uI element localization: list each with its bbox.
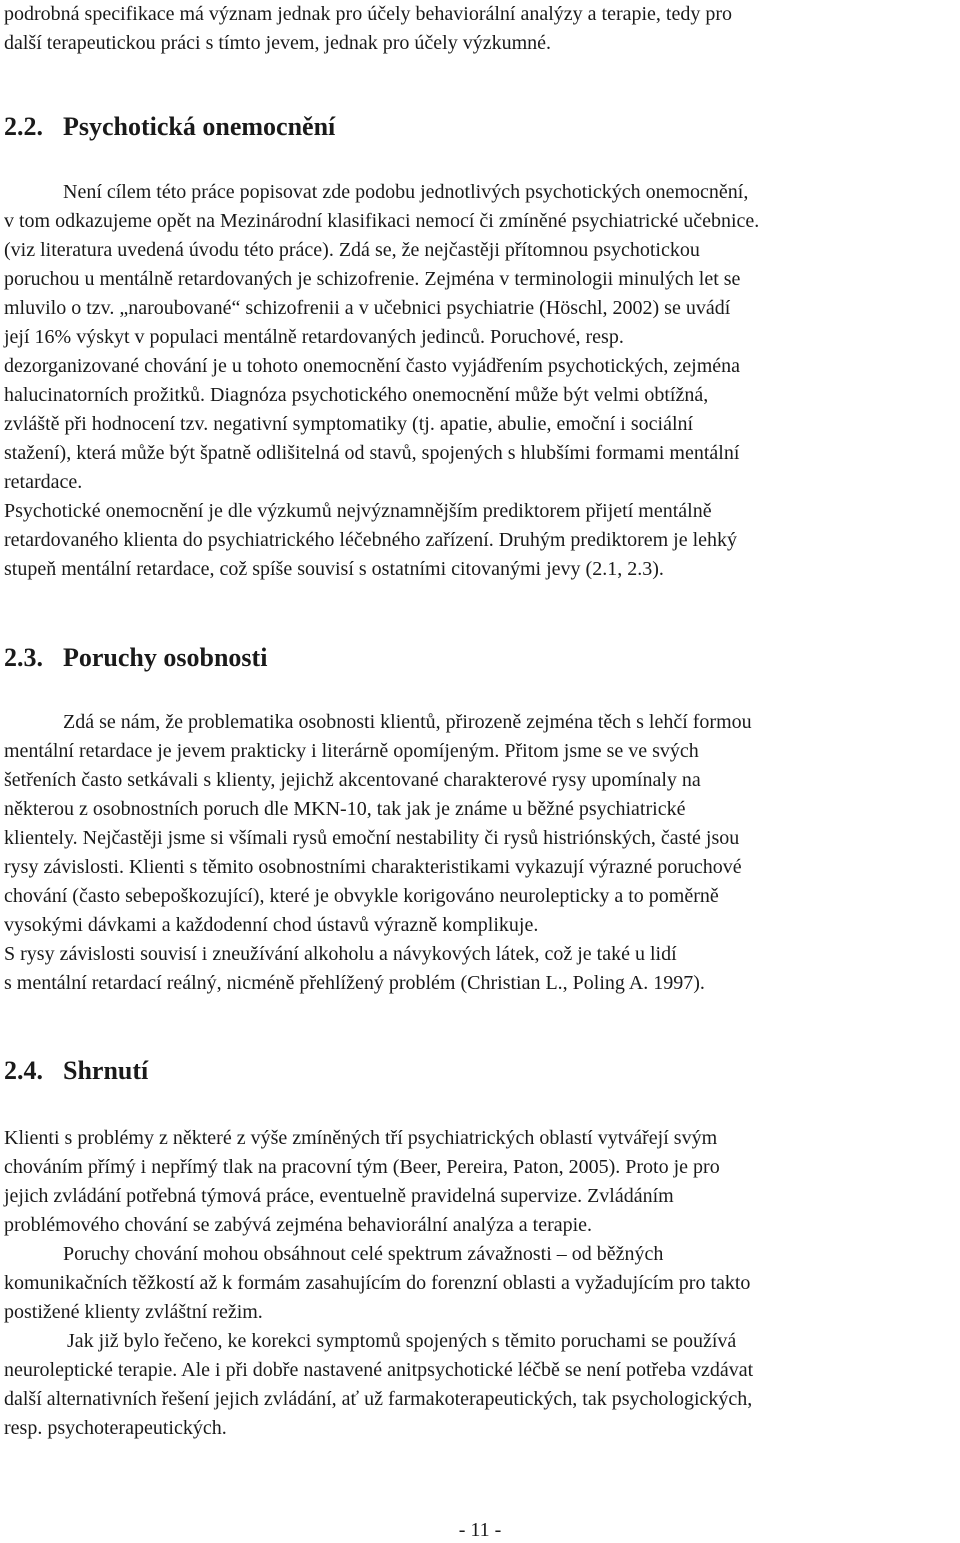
text-line: Zdá se nám, že problematika osobnosti klientů, přirozeně zejména těch s lehčí formou	[63, 711, 752, 733]
text-line: Poruchy chování mohou obsáhnout celé spektrum závažnosti – od běžných	[63, 1243, 664, 1265]
text-line: komunikačních těžkostí až k formám zasahujícím do forenzní oblasti a vyžadujícím pro takto	[4, 1272, 751, 1294]
section-heading	[4, 1054, 148, 1088]
text-line: další terapeutickou práci s tímto jevem, jednak pro účely výzkumné.	[4, 32, 552, 54]
page-number: - 11 -	[458, 1519, 502, 1541]
section-title: Shrnutí	[63, 1056, 149, 1085]
text-line: jejich zvládání potřebná týmová práce, eventuelně pravidelná supervize. Zvládáním	[4, 1185, 674, 1207]
text-line: retardovaného klienta do psychiatrického léčebného zařízení. Druhým prediktorem je lehký	[4, 529, 738, 551]
text-line: Jak již bylo řečeno, ke korekci symptomů spojených s těmito poruchami se používá	[67, 1330, 737, 1352]
text-line: s mentální retardací reálný, nicméně přehlížený problém (Christian L., Poling A. 1997).	[4, 972, 705, 994]
text-line: některou z osobnostních poruch dle MKN-10, tak jak je známe u běžné psychiatrické	[4, 798, 686, 820]
text-line: poruchou u mentálně retardovaných je schizofrenie. Zejména v terminologii minulých let se	[4, 268, 741, 290]
section-number: 2.2.	[4, 112, 43, 141]
text-line: problémového chování se zabývá zejména behaviorální analýza a terapie.	[4, 1214, 593, 1236]
text-line: v tom odkazujeme opět na Mezinárodní klasifikaci nemocí či zmíněné psychiatrické učebnice.	[4, 210, 760, 232]
text-line: šetřeních často setkávali s klienty, jejichž akcentované charakterové rysy upomínaly na	[4, 769, 701, 791]
section-number: 2.3.	[4, 643, 43, 672]
section-heading	[4, 641, 267, 675]
text-line: chování (často sebepoškozující), které je obvykle korigováno neurolepticky a to poměrně	[4, 885, 719, 907]
section-number: 2.4.	[4, 1056, 43, 1085]
text-line: dezorganizované chování je u tohoto onemocnění často vyjádřením psychotických, zejména	[4, 355, 741, 377]
section-heading	[4, 110, 335, 144]
text-line: stažení), která může být špatně odlišitelná od stavů, spojených s hlubšími formami mentální	[4, 442, 740, 464]
text-line: zvláště při hodnocení tzv. negativní symptomatiky (tj. apatie, abulie, emoční i sociální	[4, 413, 694, 435]
section-title: Psychotická onemocnění	[63, 112, 336, 141]
text-line: postižené klienty zvláštní režim.	[4, 1301, 263, 1323]
text-line: (viz literatura uvedená úvodu této práce). Zdá se, že nejčastěji přítomnou psychotickou	[4, 239, 700, 261]
text-line: rysy závislosti. Klienti s těmito osobnostními charakteristikami vykazují výrazné poruchové	[4, 856, 742, 878]
text-line: retardace.	[4, 471, 83, 493]
text-line: další alternativních řešení jejich zvládání, ať už farmakoterapeutických, tak psychologických,	[4, 1388, 753, 1410]
text-line: klientely. Nejčastěji jsme si všímali rysů emoční nestability či rysů histriónských, časté jsou	[4, 827, 740, 849]
section-title: Poruchy osobnosti	[63, 643, 268, 672]
text-line: vysokými dávkami a každodenní chod ústavů výrazně komplikuje.	[4, 914, 539, 936]
text-line: resp. psychoterapeutických.	[4, 1417, 227, 1439]
text-line: halucinatorních prožitků. Diagnóza psychotického onemocnění může být velmi obtížná,	[4, 384, 709, 406]
text-line: Psychotické onemocnění je dle výzkumů nejvýznamnějším prediktorem přijetí mentálně	[4, 500, 712, 522]
text-line: S rysy závislosti souvisí i zneužívání alkoholu a návykových látek, což je také u lidí	[4, 943, 677, 965]
text-line: chováním přímý i nepřímý tlak na pracovní tým (Beer, Pereira, Paton, 2005). Proto je pro	[4, 1156, 720, 1178]
text-line: podrobná specifikace má význam jednak pro účely behaviorální analýzy a terapie, tedy pro	[4, 3, 733, 25]
text-line: Klienti s problémy z některé z výše zmíněných tří psychiatrických oblastí vytvářejí svým	[4, 1127, 718, 1149]
text-line: mentální retardace je jevem prakticky i literárně opomíjeným. Přitom jsme se ve svých	[4, 740, 699, 762]
text-line: stupeň mentální retardace, což spíše souvisí s ostatními citovanými jevy (2.1, 2.3).	[4, 558, 664, 580]
text-line: Není cílem této práce popisovat zde podobu jednotlivých psychotických onemocnění,	[63, 181, 749, 203]
text-line: neuroleptické terapie. Ale i při dobře nastavené anitpsychotické léčbě se není potřeba vzdávat	[4, 1359, 754, 1381]
text-line: mluvilo o tzv. „naroubované“ schizofrenii a v učebnici psychiatrie (Höschl, 2002) se uvádí	[4, 297, 731, 319]
text-line: její 16% výskyt v populaci mentálně retardovaných jedinců. Poruchové, resp.	[4, 326, 624, 348]
